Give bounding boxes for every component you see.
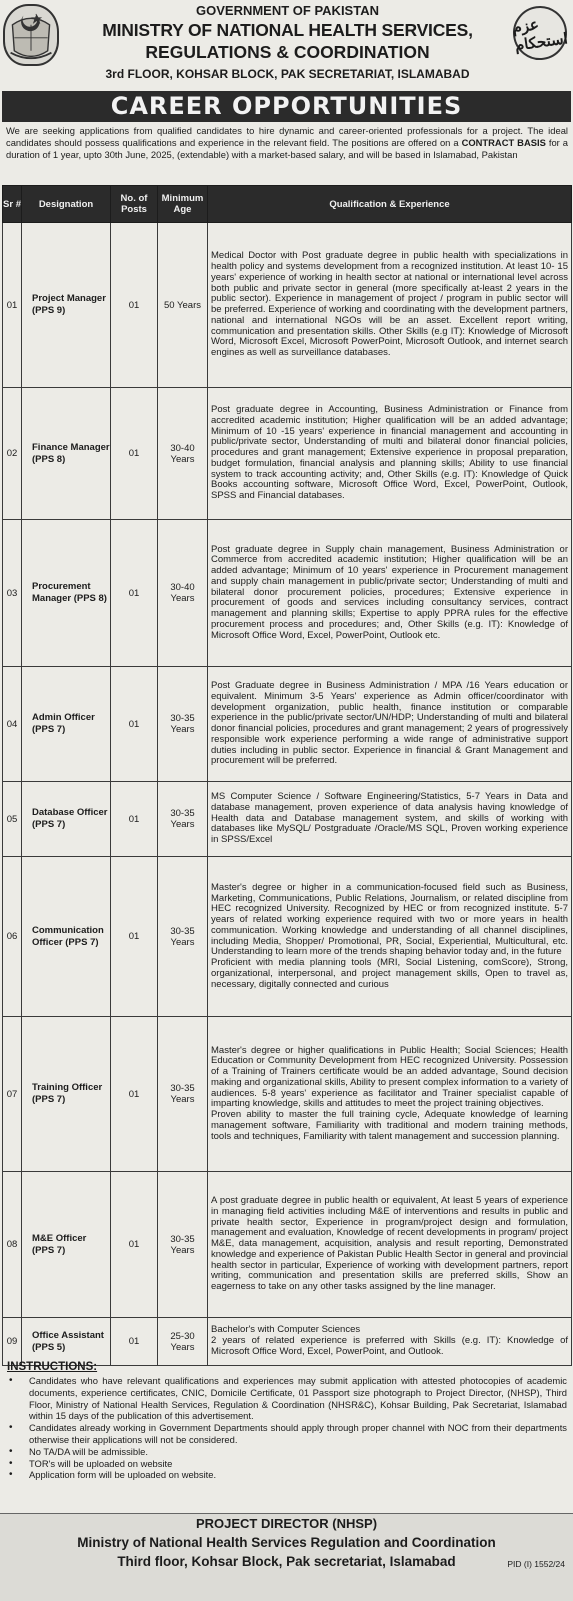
qualification-paragraph: A post graduate degree in public health or equivalent, At least 5 years of experience in managing field activities including M&E of interventions and results in public and private health sector, Experience in program/project design and formulation, management and evaluation, Knowledge of recent developments in program/ project M&E, data management, acquisition, analysis and result reporting, Demonstrated knowledge and experience of Pakistan Public Health Sector in general and provincial health sector in particular, Experience of working with development partners, report writing, communication and presentation skills are preferred skills, Show an eagerness to take on any other tasks assigned by the line manager.	[211, 1195, 568, 1293]
cell-sr: 03	[3, 520, 22, 667]
table-row	[3, 388, 572, 520]
intro-text-2: for a duration of 1 year, upto 30th June, 2025, (extendable) with a market-based salary, and will be based in Islamabad, Pakistan	[6, 137, 568, 161]
cell-age: 30-35 Years	[158, 1172, 208, 1318]
cell-sr: 09	[3, 1318, 22, 1366]
cell-posts: 01	[111, 223, 158, 388]
header-posts: No. of Posts	[111, 186, 158, 223]
cell-age: 30-35 Years	[158, 1017, 208, 1172]
cell-qualification	[208, 1172, 572, 1318]
footer-director: PROJECT DIRECTOR (NHSP)	[195, 1516, 378, 1531]
cell-qualification	[208, 388, 572, 520]
table-row	[3, 1318, 572, 1366]
cell-age: 50 Years	[158, 223, 208, 388]
ministry-subtitle: REGULATIONS & COORDINATION	[145, 42, 430, 62]
footer-address: Third floor, Kohsar Block, Pak secretariat, Islamabad	[117, 1554, 456, 1569]
cell-sr: 06	[3, 857, 22, 1017]
cell-designation: Admin Officer (PPS 7)	[22, 667, 111, 782]
table-row	[3, 857, 572, 1017]
table-row	[3, 520, 572, 667]
instruction-item: • TOR's will be uploaded on website	[7, 1458, 567, 1470]
cell-designation: M&E Officer (PPS 7)	[22, 1172, 111, 1318]
government-title: GOVERNMENT OF PAKISTAN	[196, 3, 379, 18]
header-sr: Sr #	[3, 186, 22, 223]
cell-designation: Finance Manager (PPS 8)	[22, 388, 111, 520]
cell-qualification	[208, 223, 572, 388]
table-header-row	[3, 186, 572, 223]
qualification-paragraph: Master's degree or higher qualifications in Public Health; Social Sciences; Health Education or Community Development from HEC recognized University. Possession of a Training of Trainers certificate would be an added advantage, Sound decision making and organizational skills, Ability to present complex information to a variety of audiences. 5-8 years' experience as facilitator and Trainer specialist capable of imparting knowledge, skills and attitudes to meet the project training objectives.	[211, 1044, 568, 1110]
header-qualification: Qualification & Experience	[208, 186, 572, 223]
header-age: Minimum Age	[158, 186, 208, 223]
table-row	[3, 1172, 572, 1318]
instruction-item: • Candidates already working in Government Departments should apply through proper channel with NOC from their departments otherwise their applications will not be considered.	[7, 1422, 567, 1446]
intro-bold-text: CONTRACT BASIS	[461, 137, 546, 149]
cell-age: 30-35 Years	[158, 667, 208, 782]
cell-sr: 02	[3, 388, 22, 520]
instructions-list	[7, 1375, 567, 1481]
cell-sr: 04	[3, 667, 22, 782]
footer-ministry: Ministry of National Health Services Regulation and Coordination	[77, 1535, 496, 1550]
table-row	[3, 667, 572, 782]
cell-posts: 01	[111, 1017, 158, 1172]
instructions-title: INSTRUCTIONS:	[7, 1361, 98, 1373]
header	[0, 0, 573, 92]
cell-qualification	[208, 857, 572, 1017]
qualification-paragraph: MS Computer Science / Software Engineering/Statistics, 5-7 Years in Data and database management, proven experience of data analysis having knowledge of Health data and Database management system, and skills of working with databases like MySQL/ Postgraduate /Oracle/MS SQL, Proven working experience in SPSS/Excel	[211, 791, 568, 846]
cell-qualification	[208, 667, 572, 782]
cell-designation: Office Assistant (PPS 5)	[22, 1318, 111, 1366]
cell-qualification	[208, 782, 572, 857]
cell-sr: 01	[3, 223, 22, 388]
cell-posts: 01	[111, 782, 158, 857]
page-title: CAREER OPPORTUNITIES	[2, 91, 571, 122]
cell-designation: Training Officer (PPS 7)	[22, 1017, 111, 1172]
cell-posts: 01	[111, 857, 158, 1017]
positions-table	[2, 185, 572, 1366]
cell-qualification	[208, 520, 572, 667]
cell-age: 30-35 Years	[158, 857, 208, 1017]
cell-age: 30-40 Years	[158, 388, 208, 520]
cell-age: 25-30 Years	[158, 1318, 208, 1366]
cell-age: 30-35 Years	[158, 782, 208, 857]
azm-e-istehkam-logo	[510, 3, 571, 64]
cell-sr: 05	[3, 782, 22, 857]
cell-posts: 01	[111, 388, 158, 520]
intro-text-1: We are seeking applications from qualified candidates to hire dynamic and career-oriented professionals for a project. The ideal candidates should possess qualifications and experience in the relevant field. The positions are offered on a	[6, 125, 568, 149]
cell-designation: Project Manager (PPS 9)	[22, 223, 111, 388]
qualification-paragraph: Proficient with media planning tools (MRI, Social Listening, comScore), Strong, organizational, interpersonal, and project management skills, Open to travel as, necessary, digitally connected and curious	[211, 957, 568, 990]
qualification-paragraph: Bachelor's with Computer Sciences	[211, 1324, 361, 1336]
qualification-paragraph: Proven ability to master the full training cycle, Adequate knowledge of learning management software, Familiarity with traditional and modern training methods, tools and techniques, Familiarity with talent management and succession planning.	[211, 1109, 568, 1142]
instruction-item: • No TA/DA will be admissible.	[7, 1446, 567, 1458]
ministry-address: 3rd FLOOR, KOHSAR BLOCK, PAK SECRETARIAT, ISLAMABAD	[105, 67, 470, 81]
qualification-paragraph: Post Graduate degree in Business Administration / MPA /16 Years education or equivalent. Minimum 3-5 Years' experience as Admin officer/coordinator with development organization, public health, finance institution or comparable experience in the public/private sector/UN/HDP; Understanding of multi and bilateral donor financial policies, procedures and grant management; 2 years of progressively responsible work experience performing a wide range of administrative support duties including in public sector. Experience in financial & Grant Management and procurement will be preferred.	[211, 680, 568, 767]
cell-designation: Procurement Manager (PPS 8)	[22, 520, 111, 667]
instruction-item: • Application form will be uploaded on website.	[7, 1469, 567, 1481]
qualification-paragraph: Medical Doctor with Post graduate degree in public health with specializations in health policy and systems development from a recognized institution. At least 10- 15 years' experience of working in health sector at national or international level across both public and private sector in general (more specifically at-least 2 years in the public sector). Experience in management of project / program in public sector will be preferred. Experience of working and coordinating with the development partners, national and international NGOs will be an asset. Excellent report writing, communication and presentation skills. Other Skills (e.g IT): Knowledge of Microsoft Word, Microsoft Excel, Microsoft PowerPoint, Microsoft Outlook, and internet search engines as well as surveillance databases.	[211, 250, 568, 358]
table-row	[3, 782, 572, 857]
government-emblem-icon	[3, 4, 59, 66]
cell-posts: 01	[111, 520, 158, 667]
qualification-paragraph: Post graduate degree in Supply chain management, Business Administration or Commerce from accredited academic institution; Higher qualification will be an added advantage; Minimum of 10 years' experience in Procurement management and supply chain management in public/private sector; Understanding of multi and bilateral donor procurement policies, procedures; Extensive experience in procurement of goods and services including consultancy services, contract management and planning skills; Expertise to apply PPRA rules for the effective procurement process and procedures; and, Other Skills (e.g. IT): Knowledge of Microsoft Office Word, Excel, PowerPoint, Outlook etc.	[211, 543, 568, 641]
qualification-paragraph: Post graduate degree in Accounting, Business Administration or Finance from accredited academic institution; Higher qualification will be an added advantage; Minimum of 10 -15 years' experience in financial management and accounting in public/private sector, Understanding of multi and bilateral donor financial policies, procedures and grant management; Extensive experience in proposal preparation, budget formulation, financial analysis and planning skills; Ability to use financial system to track accounting activity; and, Other Skills (e.g. IT): Knowledge of Quick Books accounting software, Microsoft Office Word, Excel, PowerPoint, Outlook, SPSS and Financial databases.	[211, 404, 568, 502]
cell-qualification	[208, 1017, 572, 1172]
qualification-paragraph: 2 years of related experience is preferred with Skills (e.g. IT): Knowledge of Microsoft Office Word, Excel, PowerPoint, and Outlook.	[211, 1335, 568, 1357]
cell-qualification	[208, 1318, 572, 1366]
table-row	[3, 223, 572, 388]
qualification-paragraph: Master's degree or higher in a communication-focused field such as Business, Marketing, Communications, Public Relations, Journalism, or related discipline from HEC recognized University. Recognized by HEC or from recognized institute. 5-7 years of related working experience required with two or more years in health communication. Working knowledge and understanding of all channel disciplines, including Media, Shopper/ Promotional, PR, Social, Experiential, Multicultural, etc. Understanding to learn more of the trends shaping behavior today and, in the future	[211, 881, 568, 958]
cell-sr: 08	[3, 1172, 22, 1318]
header-designation: Designation	[22, 186, 111, 223]
table-row	[3, 1017, 572, 1172]
cell-designation: Database Officer (PPS 7)	[22, 782, 111, 857]
intro-paragraph	[6, 125, 568, 162]
cell-sr: 07	[3, 1017, 22, 1172]
footer	[0, 1513, 573, 1601]
pid-number: PID (I) 1552/24	[507, 1559, 565, 1569]
cell-posts: 01	[111, 1318, 158, 1366]
instruction-item: • Candidates who have relevant qualifications and experiences may submit application with attested photocopies of academic documents, experience certificates, CNIC, Domicile Certificate, 01 Passport size photograph to Project Director, (NHSP), Third Floor, Ministry of National Health Services, Regulation & Coordination (NHSR&C), Kohsar Building, Pak Secretariat, Islamabad within 15 days of the publication of this advertisement.	[7, 1375, 567, 1422]
cell-designation: Communication Officer (PPS 7)	[22, 857, 111, 1017]
table-body	[3, 223, 572, 1366]
cell-age: 30-40 Years	[158, 520, 208, 667]
cell-posts: 01	[111, 1172, 158, 1318]
cell-posts: 01	[111, 667, 158, 782]
logo-text: عزم استحکام	[511, 15, 569, 55]
ministry-title: MINISTRY OF NATIONAL HEALTH SERVICES,	[102, 20, 473, 40]
